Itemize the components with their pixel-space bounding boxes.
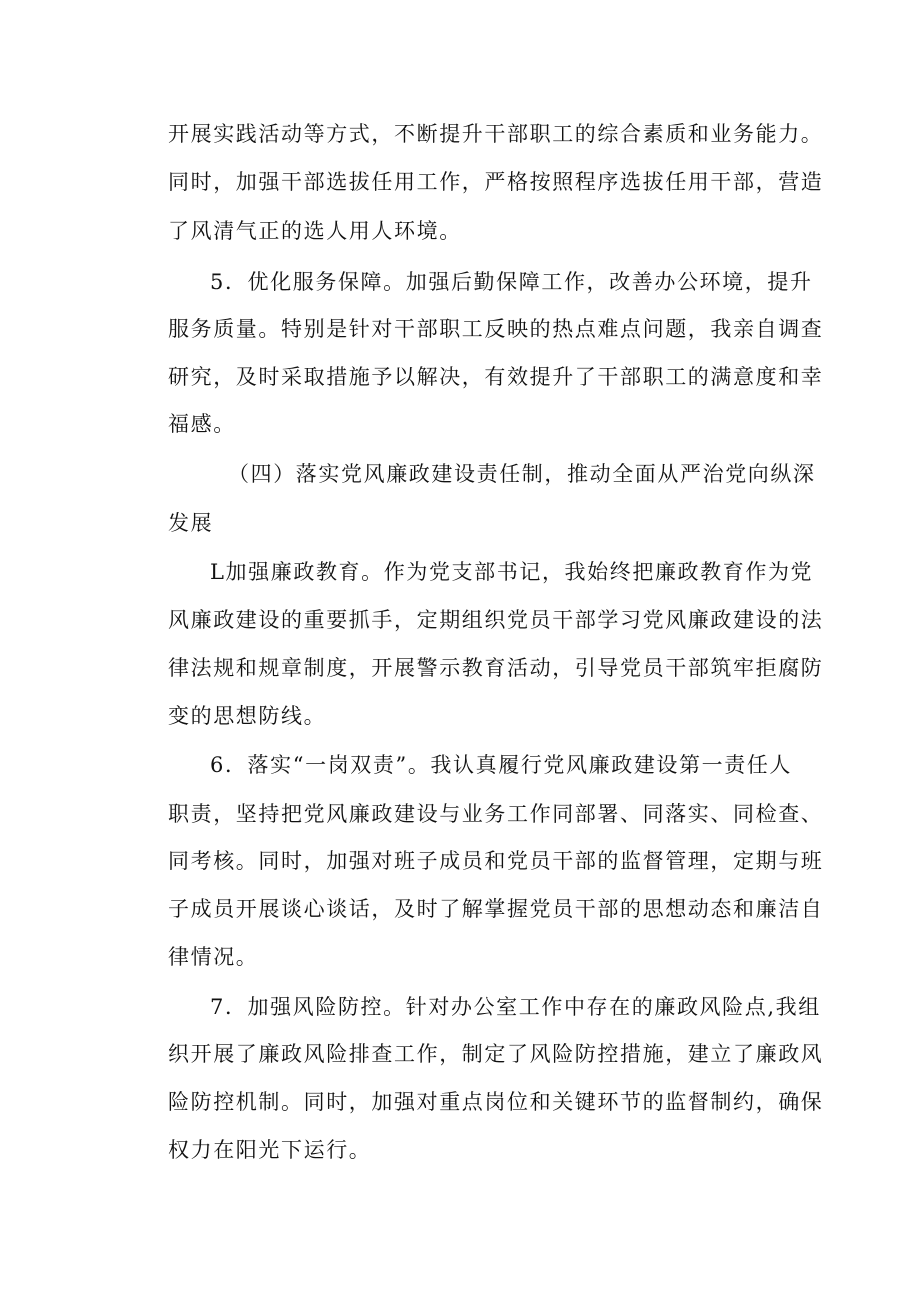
text-line: 变的思想防线。 [168,704,327,728]
text-line: 开展实践活动等方式，不断提升干部职工的综合素质和业务能力。 [168,122,824,146]
text-line: 同考核。同时，加强对班子成员和党员干部的监督管理，定期与班 [168,849,824,873]
text-line: 了风清气正的选人用人环境。 [168,219,462,243]
text-line: 律情况。 [168,945,259,969]
text-line: 织开展了廉政风险排查工作，制定了风险防控措施，建立了廉政风 [168,1042,824,1066]
text-line: 风廉政建设的重要抓手，定期组织党员干部学习党风廉政建设的法 [168,608,824,632]
text-line: 同时，加强干部选拔任用工作，严格按照程序选拔任用干部，营造 [168,170,824,194]
section-heading-line: 发展 [168,511,214,535]
text-line: 险防控机制。同时，加强对重点岗位和关键环节的监督制约，确保 [168,1090,824,1114]
paragraph-7-heading-line: 7．加强风险防控。针对办公室工作中存在的廉政风险点,我组 [210,995,821,1019]
paragraph-5-heading-line: 5．优化服务保障。加强后勤保障工作，改善办公环境，提升 [210,270,813,294]
text-line: 子成员开展谈心谈话，及时了解掌握党员干部的思想动态和廉洁自 [168,897,824,921]
text-line: 服务质量。特别是针对干部职工反映的热点难点问题，我亲自调查 [168,317,824,341]
paragraph-1-heading-line: L加强廉政教育。作为党支部书记，我始终把廉政教育作为党 [210,560,814,584]
text-line: 福感。 [168,412,236,436]
text-line: 权力在阳光下运行。 [168,1138,372,1162]
text-line: 律法规和规章制度，开展警示教育活动，引导党员干部筑牢拒腐防 [168,656,824,680]
section-heading-line: （四）落实党风廉政建设责任制，推动全面从严治党向纵深 [228,462,816,486]
paragraph-6-heading-line: 6．落实“一岗双责”。我认真履行党风廉政建设第一责任人 [210,753,793,777]
text-line: 职责，坚持把党风廉政建设与业务工作同部署、同落实、同检查、 [168,802,824,826]
text-line: 研究，及时采取措施予以解决，有效提升了干部职工的满意度和幸 [168,365,824,389]
